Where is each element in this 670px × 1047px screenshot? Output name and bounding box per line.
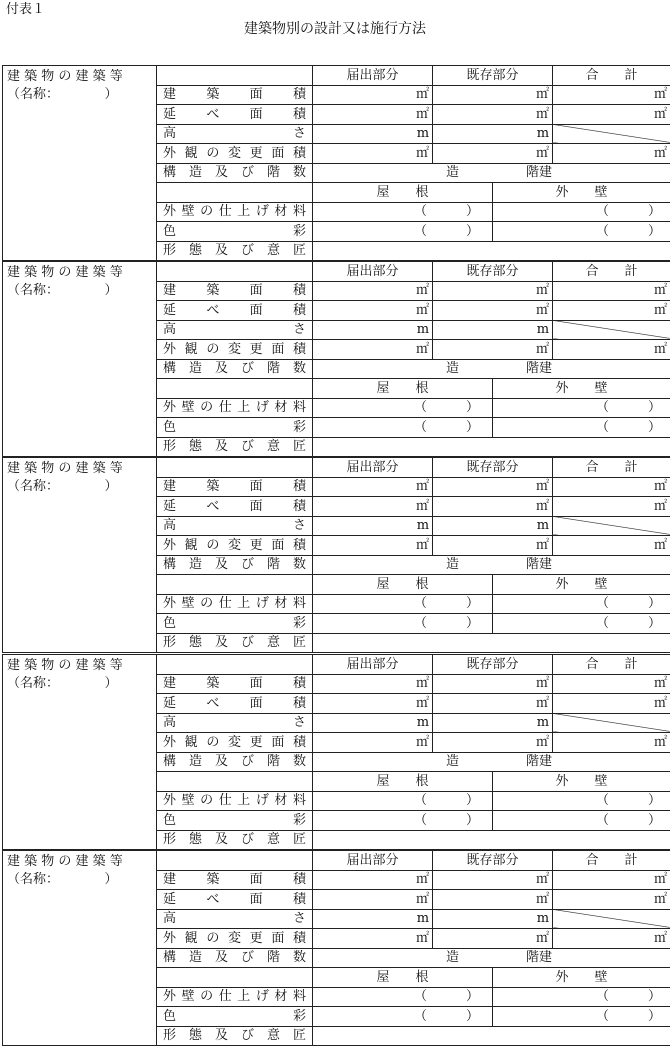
form-design-field[interactable] <box>313 633 670 653</box>
row-label-building-area: 建築面積 <box>157 281 313 301</box>
structure-zo-label: 造 <box>446 754 460 770</box>
total-height-struck-cell <box>553 909 670 929</box>
col-existing-header: 既存部分 <box>433 66 553 86</box>
total-building-area-field[interactable]: ㎡ <box>553 281 670 301</box>
existing-building-area-field[interactable]: ㎡ <box>433 477 553 497</box>
building-name-sub: （名称： ） <box>7 479 118 494</box>
row-label-form-design: 形態及び意匠 <box>157 241 313 261</box>
col-notified-header: 届出部分 <box>313 458 433 478</box>
existing-facade-area-field[interactable]: ㎡ <box>433 929 553 949</box>
structure-zo-label: 造 <box>446 557 460 573</box>
row-label-facade-change-area: 外観の変更面積 <box>157 929 313 949</box>
roof-header: 屋 根 <box>313 772 493 792</box>
building-name-label: 建 築 物 の 建 築 等 <box>7 461 123 476</box>
roof-color-field[interactable]: （ ） <box>313 1007 493 1027</box>
col-existing-header: 既存部分 <box>433 851 553 871</box>
notified-building-area-field[interactable]: ㎡ <box>313 85 433 105</box>
roof-wall-header-blank <box>157 379 313 399</box>
building-name-cell <box>3 262 157 457</box>
roof-header: 屋 根 <box>313 968 493 988</box>
row-label-exterior-wall-material: 外壁の仕上げ材料 <box>157 398 313 418</box>
building-name-cell <box>3 458 157 653</box>
notified-facade-area-field[interactable]: ㎡ <box>313 144 433 164</box>
building-name-sub: （名称： ） <box>7 87 118 102</box>
total-building-area-field[interactable]: ㎡ <box>553 870 670 890</box>
col-existing-header: 既存部分 <box>433 655 553 675</box>
existing-facade-area-field[interactable]: ㎡ <box>433 340 553 360</box>
notified-height-field[interactable]: m <box>313 713 433 733</box>
notified-building-area-field[interactable]: ㎡ <box>313 477 433 497</box>
total-facade-area-field[interactable]: ㎡ <box>553 929 670 949</box>
structure-floors-field[interactable] <box>313 752 670 772</box>
wall-material-field[interactable]: （ ） <box>493 202 670 222</box>
row-label-building-area: 建築面積 <box>157 674 313 694</box>
building-entry-block <box>2 850 670 1046</box>
structure-floors-field[interactable] <box>313 359 670 379</box>
row-label-color: 色彩 <box>157 811 313 831</box>
total-height-struck-cell <box>553 713 670 733</box>
notified-building-area-field[interactable]: ㎡ <box>313 870 433 890</box>
total-facade-area-field[interactable]: ㎡ <box>553 340 670 360</box>
row-label-height: 高さ <box>157 909 313 929</box>
building-entry-table <box>2 261 670 457</box>
wall-header: 外 壁 <box>493 183 670 203</box>
col-total-header: 合 計 <box>553 458 670 478</box>
roof-material-field[interactable]: （ ） <box>313 398 493 418</box>
row-label-exterior-wall-material: 外壁の仕上げ材料 <box>157 987 313 1007</box>
structure-kaidate-label: 階建 <box>526 165 553 181</box>
wall-header: 外 壁 <box>493 575 670 595</box>
wall-material-field[interactable]: （ ） <box>493 594 670 614</box>
total-floor-area-field[interactable]: ㎡ <box>553 105 670 125</box>
row-label-form-design: 形態及び意匠 <box>157 633 313 653</box>
roof-material-field[interactable]: （ ） <box>313 987 493 1007</box>
row-label-total-floor-area: 延べ面積 <box>157 890 313 910</box>
existing-floor-area-field[interactable]: ㎡ <box>433 694 553 714</box>
structure-zo-label: 造 <box>446 361 460 377</box>
wall-color-field[interactable]: （ ） <box>493 222 670 242</box>
col-notified-header: 届出部分 <box>313 851 433 871</box>
existing-floor-area-field[interactable]: ㎡ <box>433 105 553 125</box>
row-label-total-floor-area: 延べ面積 <box>157 694 313 714</box>
existing-building-area-field[interactable]: ㎡ <box>433 870 553 890</box>
building-entry-block <box>2 654 670 850</box>
structure-kaidate-label: 階建 <box>526 557 553 573</box>
form-design-field[interactable] <box>313 241 670 261</box>
col-total-header: 合 計 <box>553 655 670 675</box>
structure-kaidate-label: 階建 <box>526 950 553 966</box>
notified-height-field[interactable]: m <box>313 320 433 340</box>
existing-height-field[interactable]: m <box>433 320 553 340</box>
building-entry-block <box>2 457 670 653</box>
row-label-color: 色彩 <box>157 1007 313 1027</box>
row-label-exterior-wall-material: 外壁の仕上げ材料 <box>157 202 313 222</box>
row-label-form-design: 形態及び意匠 <box>157 830 313 850</box>
row-label-color: 色彩 <box>157 614 313 634</box>
building-name-label: 建 築 物 の 建 築 等 <box>7 265 123 280</box>
wall-header: 外 壁 <box>493 772 670 792</box>
existing-floor-area-field[interactable]: ㎡ <box>433 301 553 321</box>
wall-material-field[interactable]: （ ） <box>493 987 670 1007</box>
building-entry-table <box>2 457 670 653</box>
building-name-cell <box>3 851 157 1046</box>
header-blank <box>157 262 313 282</box>
building-name-sub: （名称： ） <box>7 872 118 887</box>
building-name-sub: （名称： ） <box>7 283 118 298</box>
row-label-total-floor-area: 延べ面積 <box>157 301 313 321</box>
wall-color-field[interactable]: （ ） <box>493 811 670 831</box>
building-name-cell <box>3 66 157 261</box>
existing-height-field[interactable]: m <box>433 713 553 733</box>
row-label-structure-floors: 構造及び階数 <box>157 163 313 183</box>
row-label-total-floor-area: 延べ面積 <box>157 497 313 517</box>
total-floor-area-field[interactable]: ㎡ <box>553 694 670 714</box>
row-label-structure-floors: 構造及び階数 <box>157 359 313 379</box>
row-label-facade-change-area: 外観の変更面積 <box>157 733 313 753</box>
row-label-building-area: 建築面積 <box>157 870 313 890</box>
existing-height-field[interactable]: m <box>433 124 553 144</box>
existing-floor-area-field[interactable]: ㎡ <box>433 497 553 517</box>
header-blank <box>157 458 313 478</box>
roof-color-field[interactable]: （ ） <box>313 614 493 634</box>
total-height-struck-cell <box>553 124 670 144</box>
total-building-area-field[interactable]: ㎡ <box>553 85 670 105</box>
roof-material-field[interactable]: （ ） <box>313 791 493 811</box>
col-notified-header: 届出部分 <box>313 262 433 282</box>
existing-building-area-field[interactable]: ㎡ <box>433 281 553 301</box>
header-blank <box>157 851 313 871</box>
roof-material-field[interactable]: （ ） <box>313 202 493 222</box>
roof-wall-header-blank <box>157 968 313 988</box>
total-floor-area-field[interactable]: ㎡ <box>553 890 670 910</box>
structure-zo-label: 造 <box>446 165 460 181</box>
wall-color-field[interactable]: （ ） <box>493 1007 670 1027</box>
existing-facade-area-field[interactable]: ㎡ <box>433 144 553 164</box>
notified-floor-area-field[interactable]: ㎡ <box>313 301 433 321</box>
row-label-color: 色彩 <box>157 222 313 242</box>
row-label-structure-floors: 構造及び階数 <box>157 752 313 772</box>
building-name-cell <box>3 655 157 850</box>
total-floor-area-field[interactable]: ㎡ <box>553 301 670 321</box>
existing-floor-area-field[interactable]: ㎡ <box>433 890 553 910</box>
row-label-facade-change-area: 外観の変更面積 <box>157 340 313 360</box>
header-blank <box>157 655 313 675</box>
col-notified-header: 届出部分 <box>313 66 433 86</box>
wall-color-field[interactable]: （ ） <box>493 418 670 438</box>
building-entry-table <box>2 654 670 850</box>
appendix-label: 付表１ <box>6 2 46 17</box>
existing-facade-area-field[interactable]: ㎡ <box>433 536 553 556</box>
notified-floor-area-field[interactable]: ㎡ <box>313 694 433 714</box>
wall-header: 外 壁 <box>493 968 670 988</box>
row-label-total-floor-area: 延べ面積 <box>157 105 313 125</box>
building-name-label: 建 築 物 の 建 築 等 <box>7 658 123 673</box>
roof-header: 屋 根 <box>313 575 493 595</box>
row-label-height: 高さ <box>157 516 313 536</box>
total-floor-area-field[interactable]: ㎡ <box>553 497 670 517</box>
roof-material-field[interactable]: （ ） <box>313 594 493 614</box>
notified-facade-area-field[interactable]: ㎡ <box>313 340 433 360</box>
notified-floor-area-field[interactable]: ㎡ <box>313 105 433 125</box>
roof-wall-header-blank <box>157 575 313 595</box>
row-label-building-area: 建築面積 <box>157 477 313 497</box>
row-label-exterior-wall-material: 外壁の仕上げ材料 <box>157 791 313 811</box>
row-label-building-area: 建築面積 <box>157 85 313 105</box>
roof-color-field[interactable]: （ ） <box>313 222 493 242</box>
row-label-facade-change-area: 外観の変更面積 <box>157 144 313 164</box>
structure-kaidate-label: 階建 <box>526 754 553 770</box>
building-name-label: 建 築 物 の 建 築 等 <box>7 69 123 84</box>
notified-facade-area-field[interactable]: ㎡ <box>313 733 433 753</box>
col-notified-header: 届出部分 <box>313 655 433 675</box>
wall-color-field[interactable]: （ ） <box>493 614 670 634</box>
form-design-field[interactable] <box>313 1026 670 1046</box>
form-title: 建築物別の設計又は施行方法 <box>244 21 426 37</box>
row-label-exterior-wall-material: 外壁の仕上げ材料 <box>157 594 313 614</box>
structure-kaidate-label: 階建 <box>526 361 553 377</box>
existing-height-field[interactable]: m <box>433 516 553 536</box>
existing-facade-area-field[interactable]: ㎡ <box>433 733 553 753</box>
building-name-sub: （名称： ） <box>7 676 118 691</box>
roof-wall-header-blank <box>157 772 313 792</box>
total-facade-area-field[interactable]: ㎡ <box>553 536 670 556</box>
row-label-height: 高さ <box>157 713 313 733</box>
col-total-header: 合 計 <box>553 851 670 871</box>
notified-floor-area-field[interactable]: ㎡ <box>313 497 433 517</box>
structure-floors-field[interactable] <box>313 555 670 575</box>
notified-facade-area-field[interactable]: ㎡ <box>313 536 433 556</box>
total-height-struck-cell <box>553 320 670 340</box>
col-total-header: 合 計 <box>553 262 670 282</box>
row-label-color: 色彩 <box>157 418 313 438</box>
col-existing-header: 既存部分 <box>433 458 553 478</box>
roof-color-field[interactable]: （ ） <box>313 418 493 438</box>
row-label-facade-change-area: 外観の変更面積 <box>157 536 313 556</box>
roof-header: 屋 根 <box>313 379 493 399</box>
building-entry-block <box>2 65 670 261</box>
building-entry-block <box>2 261 670 457</box>
row-label-structure-floors: 構造及び階数 <box>157 948 313 968</box>
total-facade-area-field[interactable]: ㎡ <box>553 144 670 164</box>
existing-height-field[interactable]: m <box>433 909 553 929</box>
roof-header: 屋 根 <box>313 183 493 203</box>
wall-material-field[interactable]: （ ） <box>493 398 670 418</box>
row-label-height: 高さ <box>157 320 313 340</box>
building-name-label: 建 築 物 の 建 築 等 <box>7 854 123 869</box>
roof-color-field[interactable]: （ ） <box>313 811 493 831</box>
total-building-area-field[interactable]: ㎡ <box>553 674 670 694</box>
structure-zo-label: 造 <box>446 950 460 966</box>
structure-floors-field[interactable] <box>313 163 670 183</box>
notified-height-field[interactable]: m <box>313 124 433 144</box>
notified-building-area-field[interactable]: ㎡ <box>313 281 433 301</box>
row-label-form-design: 形態及び意匠 <box>157 437 313 457</box>
notified-floor-area-field[interactable]: ㎡ <box>313 890 433 910</box>
row-label-form-design: 形態及び意匠 <box>157 1026 313 1046</box>
notified-height-field[interactable]: m <box>313 909 433 929</box>
roof-wall-header-blank <box>157 183 313 203</box>
existing-building-area-field[interactable]: ㎡ <box>433 85 553 105</box>
total-height-struck-cell <box>553 516 670 536</box>
header-blank <box>157 66 313 86</box>
wall-header: 外 壁 <box>493 379 670 399</box>
wall-material-field[interactable]: （ ） <box>493 791 670 811</box>
existing-building-area-field[interactable]: ㎡ <box>433 674 553 694</box>
col-total-header: 合 計 <box>553 66 670 86</box>
form-design-field[interactable] <box>313 830 670 850</box>
total-facade-area-field[interactable]: ㎡ <box>553 733 670 753</box>
form-design-field[interactable] <box>313 437 670 457</box>
notified-building-area-field[interactable]: ㎡ <box>313 674 433 694</box>
total-building-area-field[interactable]: ㎡ <box>553 477 670 497</box>
row-label-structure-floors: 構造及び階数 <box>157 555 313 575</box>
building-entry-table <box>2 850 670 1046</box>
row-label-height: 高さ <box>157 124 313 144</box>
notified-height-field[interactable]: m <box>313 516 433 536</box>
building-entry-table <box>2 65 670 261</box>
notified-facade-area-field[interactable]: ㎡ <box>313 929 433 949</box>
structure-floors-field[interactable] <box>313 948 670 968</box>
col-existing-header: 既存部分 <box>433 262 553 282</box>
